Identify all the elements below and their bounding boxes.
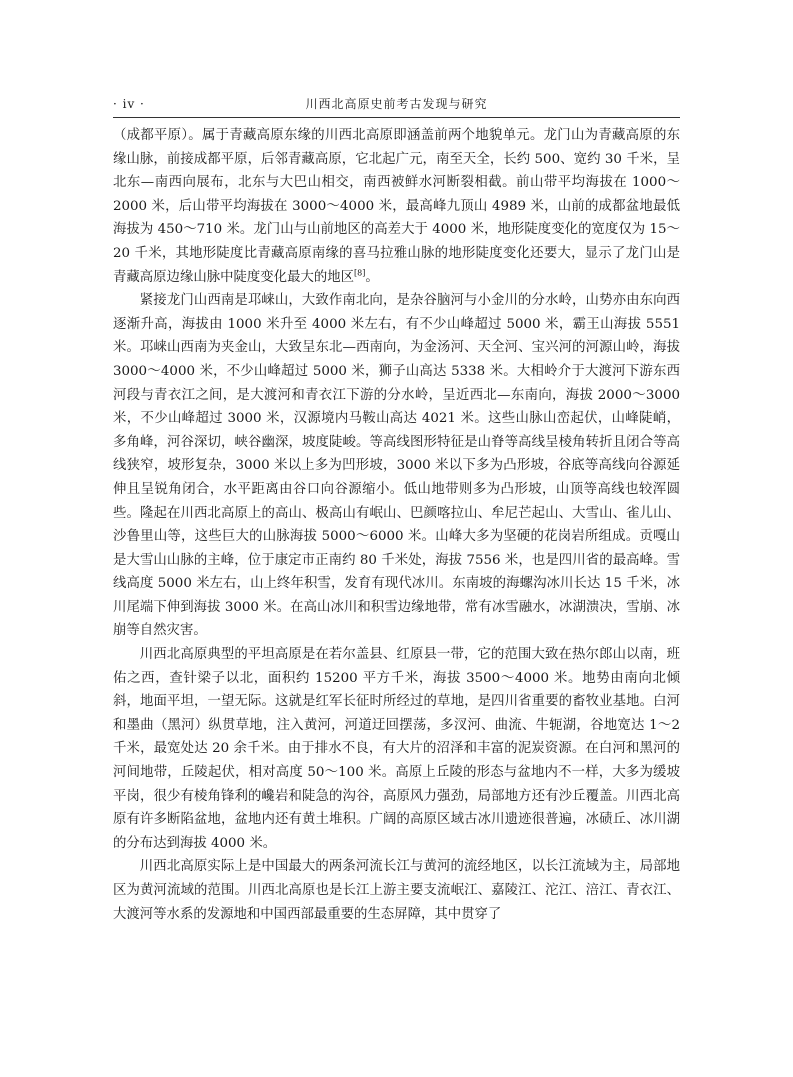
body-text — [113, 124, 680, 926]
running-title: 川西北高原史前考古发现与研究 — [305, 97, 488, 111]
page-number: · iv · — [113, 97, 145, 111]
paragraph-4: 川西北高原实际上是中国最大的两条河流长江与黄河的流经地区，以长江流域为主，局部地区为黄河流域的范围。川西北高原也是长江上游主要支流岷江、嘉陵江、沱江、涪江、青衣江、大渡河等水系的发源地和中国西部最重要的生态屏障，其中贯穿了 — [113, 859, 680, 922]
paragraph-1-text: （成都平原）。属于青藏高原东缘的川西北高原即涵盖前两个地貌单元。龙门山为青藏高原的东缘山脉，前接成都平原，后邻青藏高原，它北起广元，南至天全，长约 500、宽约 30 千米，呈北东—南西向展布，北东与大巴山相交，南西被鲜水河断裂相截。前山带平均海拔在 1000～2000 米，后山带平均海拔在 3000～4000 米，最高峰九顶山 4989 米，山前的成都盆地最低海拔为 450～710 米。龙门山与山前地区的高差大于 4000 米，地形陡度变化的宽度仅为 15～20 千米，其地形陡度比青藏高原南缘的喜马拉雅山脉的地形陡度变化还要大，显示了龙门山是青藏高原边缘山脉中陡度变化最大的地区 — [113, 128, 680, 285]
reference-marker: [8] — [354, 268, 366, 278]
paragraph-3: 川西北高原典型的平坦高原是在若尔盖县、红原县一带，它的范围大致在热尔郎山以南，班佑之西，查针梁子以北，面积约 15200 平方千米，海拔 3500～4000 米。地势由南向北倾斜，地面平坦，一望无际。这就是红军长征时所经过的草地，是四川省重要的畜牧业基地。白河和墨曲（黑河）纵贯草地，注入黄河，河道迂回摆荡，多汊河、曲流、牛轭湖，谷地宽达 1～2 千米，最宽处达 20 余千米。由于排水不良，有大片的沼泽和丰富的泥炭资源。在白河和黑河的河间地带，丘陵起伏，相对高度 50～100 米。高原上丘陵的形态与盆地内不一样，大多为缓坡平岗，很少有棱角锋利的巉岩和陡急的沟谷，高原风力强劲，局部地方还有沙丘覆盖。川西北高原有许多断陷盆地，盆地内还有黄土堆积。广阔的高原区域古冰川遗迹很普遍，冰碛丘、冰川湖的分布达到海拔 4000 米。 — [113, 647, 680, 851]
page-header — [113, 95, 680, 113]
paragraph-1-end: 。 — [365, 269, 379, 285]
paragraph-2: 紧接龙门山西南是邛崃山，大致作南北向，是杂谷脑河与小金川的分水岭，山势亦由东向西逐渐升高，海拔由 1000 米升至 4000 米左右，有不少山峰超过 5000 米，霸王山海拔 5551 米。邛崃山西南为夹金山，大致呈东北—西南向，为金汤河、天全河、宝兴河的河源山岭，海拔 3000～4000 米，不少山峰超过 5000 米，狮子山高达 5338 米。大相岭介于大渡河下游东西河段与青衣江之间，是大渡河和青衣江下游的分水岭，呈近西北—东南向，海拔 2000～3000 米，不少山峰超过 3000 米，汉源境内马鞍山高达 4021 米。这些山脉山峦起伏，山峰陡峭，多角峰，河谷深切，峡谷幽深，坡度陡峻。等高线图形特征是山脊等高线呈棱角转折且闭合等高线狭窄，坡形复杂，3000 米以上多为凹形坡，3000 米以下多为凸形坡，谷底等高线向谷源延伸且呈锐角闭合，水平距离由谷口向谷源缩小。低山地带则多为凸形坡，山顶等高线也较浑圆些。隆起在川西北高原上的高山、极高山有岷山、巴颜喀拉山、牟尼芒起山、大雪山、雀儿山、沙鲁里山等，这些巨大的山脉海拔 5000～6000 米。山峰大多为坚硬的花岗岩所组成。贡嘎山是大雪山山脉的主峰，位于康定市正南约 80 千米处，海拔 7556 米，也是四川省的最高峰。雪线高度 5000 米左右，山上终年积雪，发育有现代冰川。东南坡的海螺沟冰川长达 15 千米，冰川尾端下伸到海拔 3000 米。在高山冰川和积雪边缘地带，常有冰雪融水，冰湖溃决，雪崩、冰崩等自然灾害。 — [113, 293, 680, 639]
header-rule — [113, 117, 680, 118]
paragraph-1 — [113, 124, 680, 289]
